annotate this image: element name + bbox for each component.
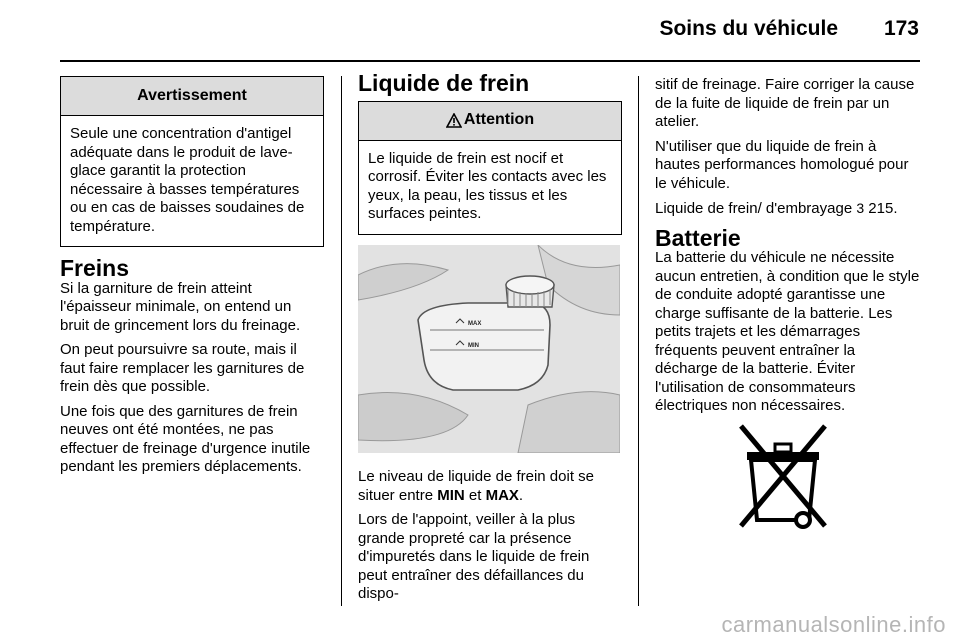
attention-box-text: Le liquide de frein est nocif et corrosif. Éviter les contacts avec les yeux, la peau, les tissus et les surfaces peintes.: [368, 149, 607, 222]
xref-arrow-icon: 3: [856, 200, 865, 216]
section-title-brakes: Freins: [60, 255, 130, 281]
p1-mid: et: [464, 486, 486, 504]
brake-fluid-refill-paragraph: Lors de l'appoint, veiller à la plus grande propreté car la présence d'impuretés dans le liquide de frein peut entraîner des défaillances du dispo-: [358, 511, 590, 602]
label-min: MIN: [468, 342, 479, 349]
attention-box-title: Attention: [463, 111, 535, 129]
battery-paragraph: La batterie du véhicule ne nécessite aucun entretien, à condition que le style de conduite adopté garantisse une charge suffisante de la batterie. Les petits trajets et les démarrages fréquents peuvent entraîner la décharge de la batterie. Éviter l'utilisation de consommateurs électriques non nécessaires.: [655, 249, 920, 414]
column-2: [358, 70, 622, 610]
fluid-spec-paragraph: N'utiliser que du liquide de frein à hautes performances homologué pour le véhicule.: [655, 137, 909, 192]
watermark: carmanualsonline.info: [721, 612, 946, 637]
brakes-paragraph-1: Si la garniture de frein atteint l'épaisseur minimale, on entend un bruit de grincement lors du freinage.: [60, 279, 301, 334]
continued-paragraph: sitif de freinage. Faire corriger la cause de la fuite de liquide de frein par un atelier.: [655, 76, 915, 130]
brakes-paragraph-3: Une fois que des garnitures de frein neuves ont été montées, ne pas effectuer de freinage d'urgence inutile pendant les premiers déplacements.: [60, 402, 311, 475]
warning-box: [60, 76, 324, 247]
xref-text: Liquide de frein/ d'embrayage: [655, 200, 857, 217]
section-title-battery: Batterie: [655, 224, 741, 251]
min-label: MIN: [437, 486, 465, 504]
page-number: 173: [883, 17, 919, 40]
section-title-brake-fluid: Liquide de frein: [358, 70, 530, 96]
column-1: [60, 76, 324, 483]
max-label: MAX: [485, 486, 519, 504]
column-divider-2: [638, 76, 639, 606]
warning-box-text: Seule une concentration d'antigel adéquate dans le produit de lave-glace garantit la protection nécessaire à basses températures ou en cas de baisses soudaines de température.: [70, 125, 305, 235]
brake-fluid-reservoir-image: [358, 245, 622, 459]
reservoir-illustration: [358, 245, 620, 453]
fluid-xref[interactable]: [655, 199, 921, 219]
p1-end: .: [518, 486, 524, 504]
label-max: MAX: [468, 320, 482, 327]
warning-triangle-icon: [446, 113, 462, 128]
warning-box-title: Avertissement: [61, 77, 323, 116]
p1-text: Le niveau de liquide de frein doit se situer entre: [358, 468, 595, 504]
crossed-out-bin-icon: [737, 422, 921, 536]
attention-box-header: [359, 102, 621, 141]
brake-fluid-level-paragraph: [358, 468, 622, 505]
header-title: Soins du véhicule: [659, 17, 838, 40]
brakes-paragraph-2: On peut poursuivre sa route, mais il faut faire remplacer les garnitures de frein dès que possible.: [60, 341, 305, 395]
xref-page: 215.: [864, 200, 898, 217]
column-divider-1: [341, 76, 342, 606]
column-3: [655, 76, 921, 535]
header-rule: [60, 60, 920, 62]
attention-box: [358, 101, 622, 235]
